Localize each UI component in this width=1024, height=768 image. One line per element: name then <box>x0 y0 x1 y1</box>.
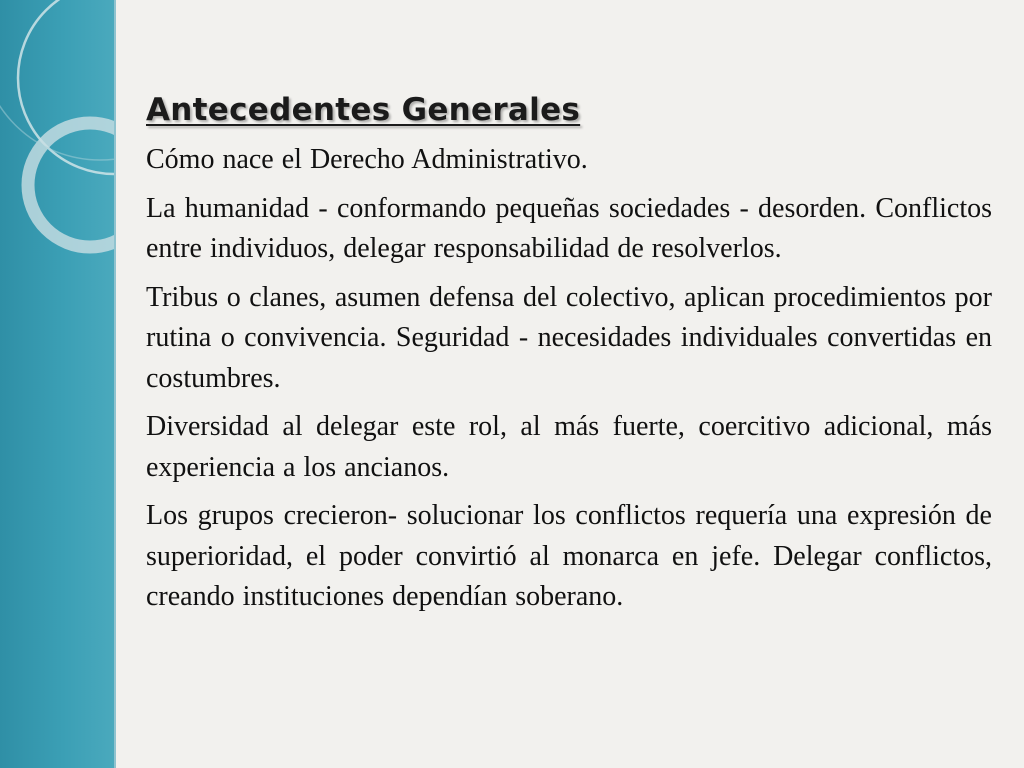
decorative-rings <box>0 0 114 768</box>
slide-title: Antecedentes Generales <box>146 92 581 128</box>
band-divider <box>114 0 116 768</box>
paragraph-4: Diversidad al delegar este rol, al más fuerte, coercitivo adicional, más experiencia a los ancianos. <box>146 411 992 483</box>
paragraph-2: La humanidad - conformando pequeñas sociedades - desorden. Conflictos entre individuos, delegar responsabilidad de resolverlos. <box>146 192 992 264</box>
slide-content <box>146 92 992 626</box>
paragraph-3: Tribus o clanes, asumen defensa del colectivo, aplican procedimientos por rutina o convivencia. Seguridad - necesidades individuales convertidas en costumbres. <box>146 281 992 394</box>
decorative-side-band <box>0 0 114 768</box>
paragraph-5: Los grupos crecieron- solucionar los conflictos requería una expresión de superioridad, el poder convirtió al monarca en jefe. Delegar conflictos, creando instituciones dependían soberano. <box>146 500 992 612</box>
paragraph-1: Cómo nace el Derecho Administrativo. <box>146 144 588 175</box>
